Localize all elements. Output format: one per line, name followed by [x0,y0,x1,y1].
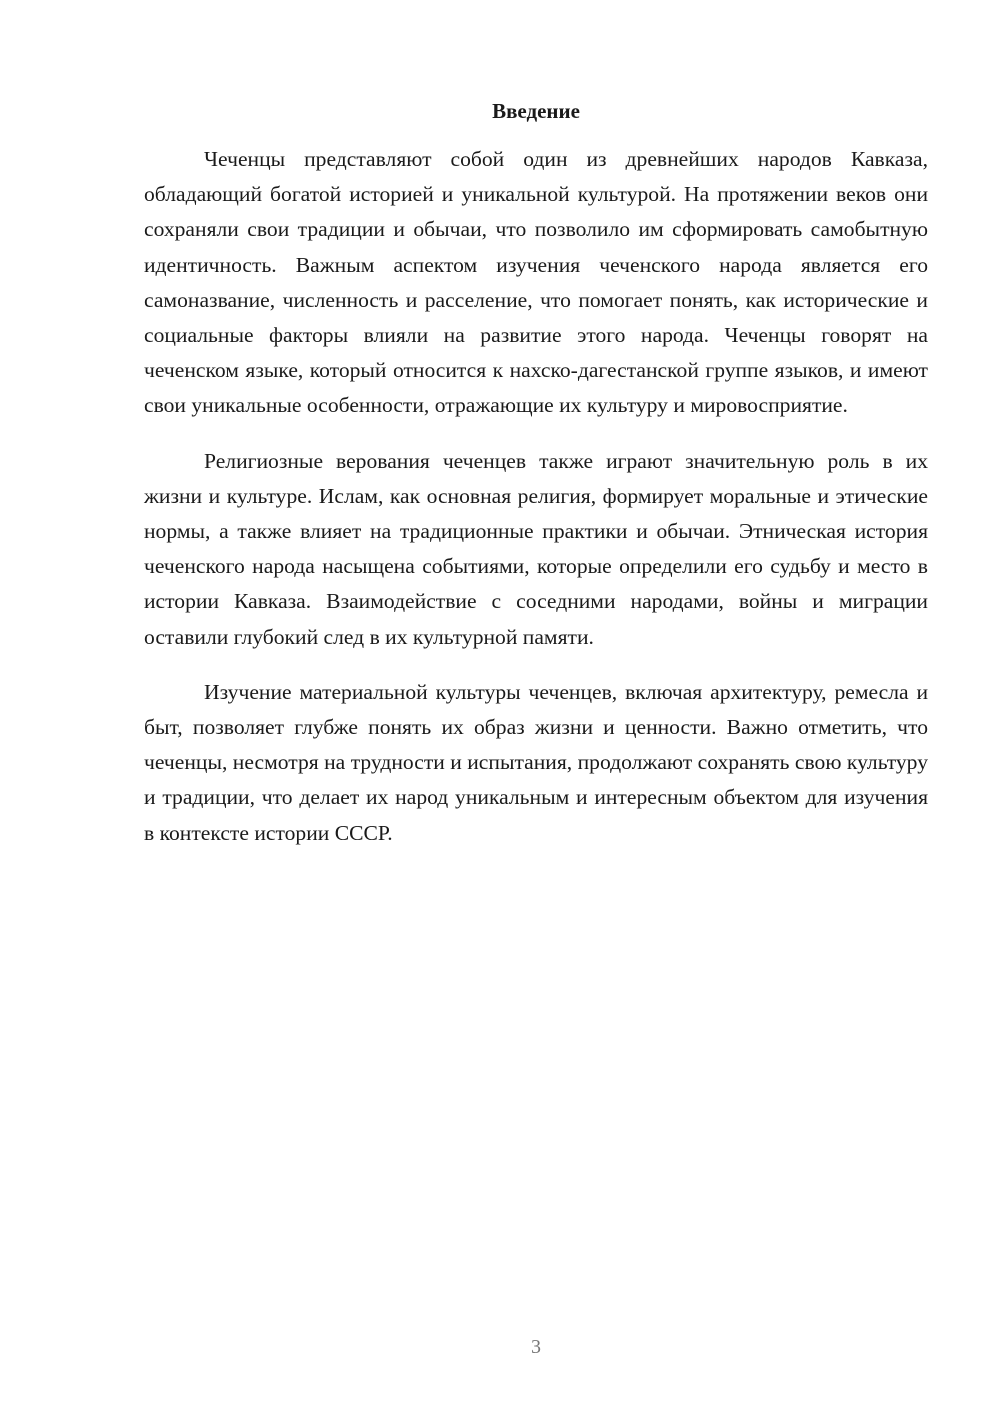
paragraph-1: Чеченцы представляют собой один из древнейших народов Кавказа, обладающий богатой историей и уникальной культурой. На протяжении веков они сохраняли свои традиции и обычаи, что позволило им сформировать самобытную идентичность. Важным аспектом изучения чеченского народа является его самоназвание, численность и расселение, что помогает понять, как исторические и социальные факторы влияли на развитие этого народа. Чеченцы говорят на чеченском языке, который относится к нахско-дагестанской группе языков, и имеют свои уникальные особенности, отражающие их культуру и мировосприятие. [144,147,928,418]
paragraph-3: Изучение материальной культуры чеченцев, включая архитектуру, ремесла и быт, позволяет глубже понять их образ жизни и ценности. Важно отметить, что чеченцы, несмотря на трудности и испытания, продолжают сохранять свою культуру и традиции, что делает их народ уникальным и интересным объектом для изучения в контексте истории СССР. [144,679,928,845]
document-body [144,142,928,871]
paragraph-2: Религиозные верования чеченцев также играют значительную роль в их жизни и культуре. Ислам, как основная религия, формирует моральные и этические нормы, а также влияет на традиционные практики и обычаи. Этническая история чеченского народа насыщена событиями, которые определили его судьбу и место в истории Кавказа. Взаимодействие с соседними народами, войны и миграции оставили глубокий след в их культурной памяти. [144,448,928,649]
page-number: 3 [531,1336,541,1358]
section-title: Введение [492,99,580,123]
